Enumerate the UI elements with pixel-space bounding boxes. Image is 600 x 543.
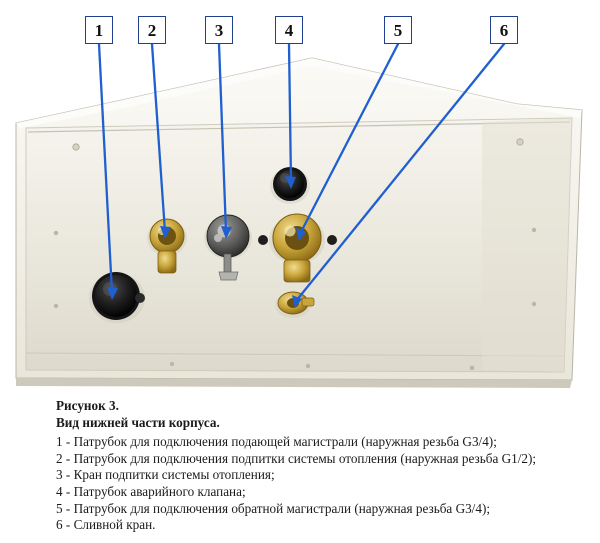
callout-label-6: 6	[499, 21, 509, 40]
callout-label-1: 1	[94, 21, 104, 40]
callout-label-4: 4	[284, 21, 294, 40]
caption-item-6: 6 - Сливной кран.	[56, 517, 156, 533]
caption-item-5: 5 - Патрубок для подключения обратной магистрали (наружная резьба G3/4);	[56, 500, 490, 516]
caption-item-1: 1 - Патрубок для подключения подающей магистрали (наружная резьба G3/4);	[56, 434, 497, 450]
boiler-casing-photo	[12, 48, 588, 388]
casing-body	[12, 48, 588, 388]
callout-box-3	[205, 16, 233, 44]
callout-box-2	[138, 16, 166, 44]
callout-box-1	[85, 16, 113, 44]
callout-box-5	[384, 16, 412, 44]
figure-caption	[56, 398, 576, 534]
figure-subtitle: Вид нижней части корпуса.	[56, 414, 220, 430]
caption-item-2: 2 - Патрубок для подключения подпитки системы отопления (наружная резьба G1/2);	[56, 450, 537, 466]
callout-label-5: 5	[393, 21, 403, 40]
caption-item-4: 4 - Патрубок аварийного клапана;	[56, 483, 246, 499]
callout-box-6	[490, 16, 518, 44]
figure-title: Рисунок 3.	[56, 398, 119, 413]
callout-label-2: 2	[147, 21, 157, 40]
callout-label-3: 3	[214, 21, 224, 40]
callout-box-4	[275, 16, 303, 44]
caption-item-3: 3 - Кран подпитки системы отопления;	[56, 467, 275, 483]
